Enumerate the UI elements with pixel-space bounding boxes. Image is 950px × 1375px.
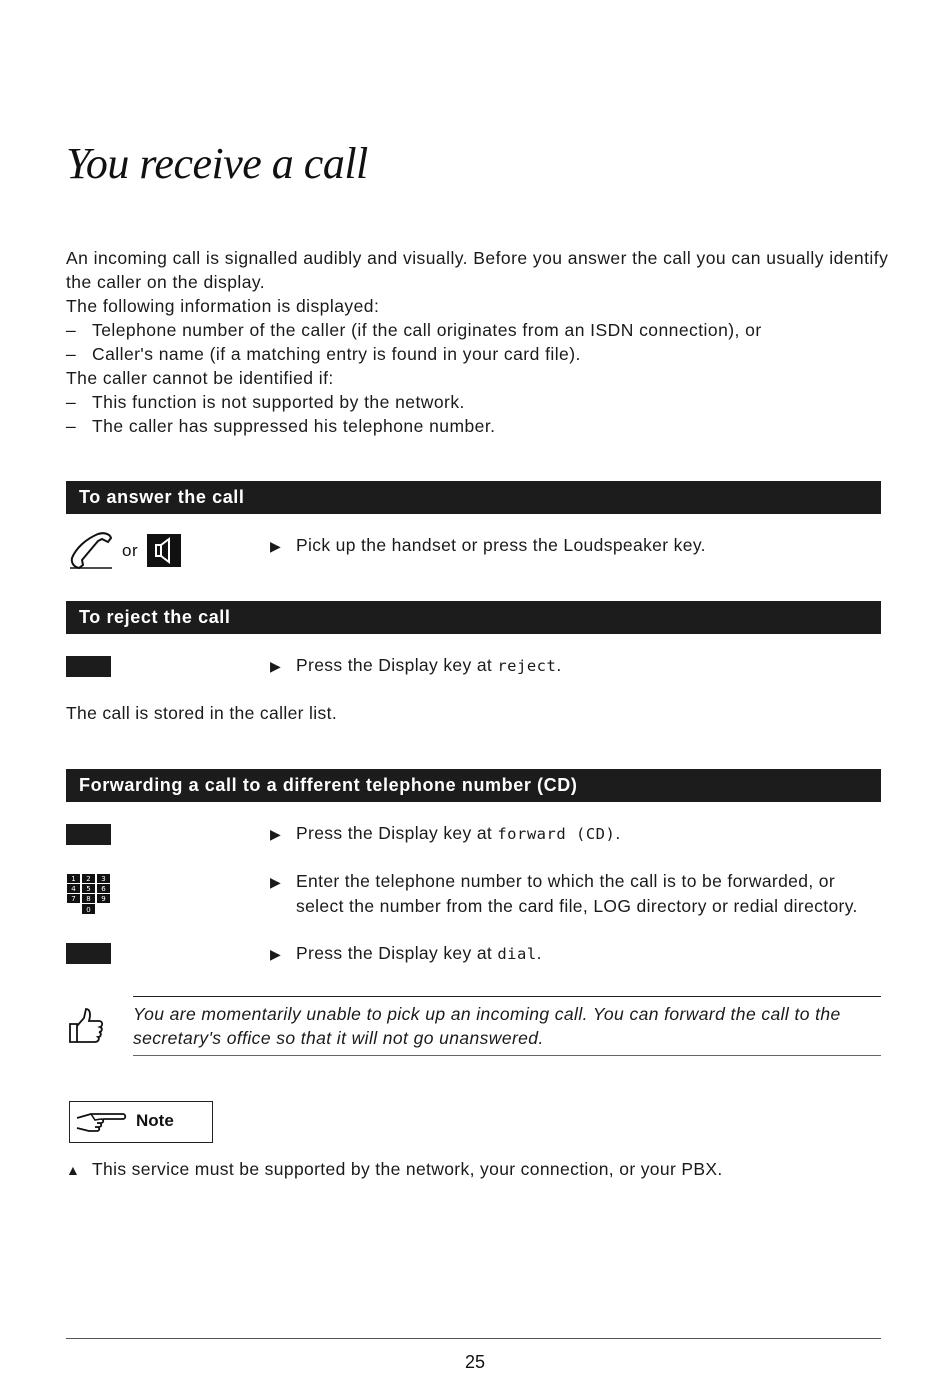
arrow-icon: ▶ bbox=[270, 874, 282, 890]
step-text: . bbox=[615, 823, 621, 843]
keypad-digit: 8 bbox=[86, 895, 91, 903]
display-key-label: forward (CD) bbox=[497, 825, 616, 843]
loudspeaker-key-icon bbox=[147, 534, 181, 567]
section-heading-reject: To reject the call bbox=[66, 601, 881, 634]
list-item-text: Caller's name (if a matching entry is found in your card file). bbox=[92, 344, 581, 364]
step-text: Press the Display key at bbox=[296, 823, 493, 843]
note-text bbox=[66, 1157, 723, 1182]
step-forward-1 bbox=[270, 821, 621, 846]
keypad-digit: 4 bbox=[71, 885, 76, 893]
arrow-icon: ▶ bbox=[270, 946, 282, 962]
display-key-icon bbox=[66, 656, 111, 677]
keypad-digit: 2 bbox=[86, 875, 91, 883]
arrow-icon: ▶ bbox=[270, 826, 282, 842]
keypad-digit: 6 bbox=[101, 885, 106, 893]
list-item-text: Telephone number of the caller (if the call originates from an ISDN connection), or bbox=[92, 320, 762, 340]
display-key-icon bbox=[66, 824, 111, 845]
step-forward-3 bbox=[270, 941, 542, 966]
dash: – bbox=[66, 416, 77, 436]
arrow-icon: ▶ bbox=[270, 658, 282, 674]
intro-line: the caller on the display. bbox=[66, 272, 266, 292]
display-key-label: dial bbox=[497, 945, 537, 963]
page-title: You receive a call bbox=[66, 139, 368, 188]
arrow-icon: ▶ bbox=[270, 538, 282, 554]
thumbs-up-icon bbox=[66, 1006, 106, 1046]
intro-line: The caller cannot be identified if: bbox=[66, 368, 334, 388]
step-forward-2 bbox=[270, 869, 858, 918]
intro-line: An incoming call is signalled audibly and visually. Before you answer the call you can usually identify bbox=[66, 248, 889, 268]
section-heading-forward: Forwarding a call to a different telephone number (CD) bbox=[66, 769, 881, 802]
keypad-digit: 0 bbox=[86, 906, 91, 914]
display-key-label: reject bbox=[497, 657, 557, 675]
handset-icon bbox=[68, 530, 114, 570]
tip-text bbox=[133, 1002, 841, 1050]
display-key-icon bbox=[66, 943, 111, 964]
page-number: 25 bbox=[464, 1352, 486, 1372]
step-text: . bbox=[536, 943, 542, 963]
keypad-digit: 5 bbox=[86, 885, 91, 893]
list-item bbox=[66, 318, 886, 342]
keypad-digit: 3 bbox=[101, 875, 106, 883]
list-item-text: This function is not supported by the network. bbox=[92, 392, 465, 412]
list-item-text: The caller has suppressed his telephone number. bbox=[92, 416, 496, 436]
keypad-digit: 1 bbox=[71, 875, 76, 883]
step-text: . bbox=[556, 655, 562, 675]
step-text: select the number from the card file, LOG directory or redial directory. bbox=[296, 896, 858, 916]
step-text: Enter the telephone number to which the call is to be forwarded, or bbox=[296, 871, 836, 891]
keypad-digit: 7 bbox=[71, 895, 76, 903]
step-text: Press the Display key at bbox=[296, 943, 493, 963]
or-label: or bbox=[122, 541, 139, 560]
note-label: Note bbox=[136, 1111, 174, 1130]
step-answer bbox=[270, 533, 706, 558]
tip-line: You are momentarily unable to pick up an incoming call. You can forward the call to the bbox=[133, 1004, 841, 1024]
list-item bbox=[66, 390, 886, 414]
section-heading-answer: To answer the call bbox=[66, 481, 881, 514]
footer-rule bbox=[66, 1338, 881, 1339]
intro-line: The following information is displayed: bbox=[66, 296, 380, 316]
dash: – bbox=[66, 344, 77, 364]
dash: – bbox=[66, 392, 77, 412]
list-item bbox=[66, 414, 886, 438]
keypad-digit: 9 bbox=[101, 895, 106, 903]
triangle-icon: ▲ bbox=[66, 1162, 81, 1178]
note-body: This service must be supported by the network, your connection, or your PBX. bbox=[92, 1159, 723, 1179]
intro-text bbox=[66, 246, 889, 438]
dash: – bbox=[66, 320, 77, 340]
reject-info: The call is stored in the caller list. bbox=[66, 703, 338, 723]
pointing-hand-icon bbox=[75, 1108, 129, 1136]
list-item bbox=[66, 342, 886, 366]
keypad-icon bbox=[66, 873, 112, 916]
step-text: Press the Display key at bbox=[296, 655, 493, 675]
step-reject bbox=[270, 653, 562, 678]
step-text: Pick up the handset or press the Loudspeaker key. bbox=[296, 535, 706, 555]
tip-line: secretary's office so that it will not go unanswered. bbox=[133, 1028, 544, 1048]
